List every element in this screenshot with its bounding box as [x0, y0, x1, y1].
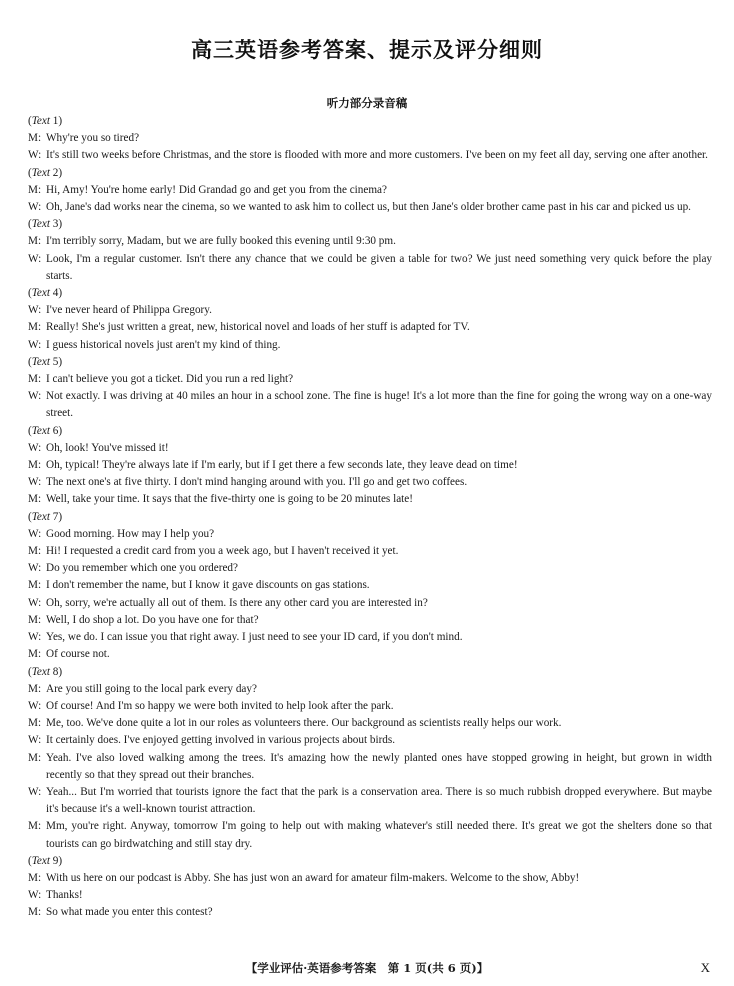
dialogue-line — [28, 715, 712, 732]
dialogue-line — [28, 251, 712, 285]
dialogue-text: Yeah. I've also loved walking among the trees. It's amazing how the newly planted ones have stopped growing in height, but grown in width recently so that they spread out their branches. — [46, 751, 712, 781]
dialogue-text: Yeah... But I'm worried that tourists ignore the fact that the park is a conservation area. There is so much rubbish dropped everywhere. But maybe it's because it's a well-known tourist attraction. — [46, 785, 712, 816]
speaker-label: M: — [28, 321, 42, 334]
speaker-label: M: — [28, 459, 42, 472]
text-marker-number: 7) — [49, 510, 63, 523]
dialogue-line — [28, 302, 712, 319]
dialogue-text: With us here on our podcast is Abby. She has just won an award for amateur film-makers. Welcome to the show, Abby! — [46, 871, 580, 884]
speaker-label: W: — [28, 699, 42, 712]
dialogue-line — [28, 388, 712, 422]
dialogue-line — [28, 371, 712, 388]
speaker-label: M: — [28, 132, 42, 145]
speaker-label: M: — [28, 751, 42, 764]
document-title: 高三英语参考答案、提示及评分细则 — [191, 38, 543, 62]
dialogue-line — [28, 147, 712, 164]
text-marker-word: Text — [31, 355, 50, 368]
dialogue-line — [28, 612, 712, 629]
text-marker-word: Text — [31, 166, 50, 179]
text-marker — [28, 423, 712, 440]
text-marker-word: Text — [31, 287, 50, 300]
text-marker-number: 9) — [49, 854, 63, 867]
dialogue-text: Oh, typical! They're always late if I'm early, but if I get there a few seconds late, they leave dead on time! — [46, 459, 518, 472]
dialogue-text: Oh, Jane's dad works near the cinema, so we wanted to ask him to collect us, but then Jane's older brother came past in his car and picked us up. — [46, 201, 691, 214]
corner-mark: X — [700, 960, 710, 975]
speaker-label: W: — [28, 252, 42, 265]
text-marker — [28, 165, 712, 182]
speaker-label: M: — [28, 906, 42, 919]
dialogue-line — [28, 543, 712, 560]
text-marker-open: ( — [28, 287, 32, 300]
text-marker-word: Text — [31, 218, 50, 231]
dialogue-text: Yes, we do. I can issue you that right away. I just need to see your ID card, if you don't mind. — [46, 631, 463, 644]
dialogue-line — [28, 130, 712, 147]
dialogue-line — [28, 681, 712, 698]
speaker-label: W: — [28, 441, 42, 454]
dialogue-text: I've never heard of Philippa Gregory. — [46, 304, 212, 317]
text-marker — [28, 113, 712, 130]
dialogue-text: Look, I'm a regular customer. Isn't there any chance that we could be given a table for two? We just need something very quick before the play starts. — [46, 252, 712, 282]
speaker-label: M: — [28, 183, 42, 196]
text-marker — [28, 216, 712, 233]
text-marker-number: 2) — [49, 166, 63, 179]
dialogue-line — [28, 577, 712, 594]
speaker-label: W: — [28, 149, 42, 162]
dialogue-text: The next one's at five thirty. I don't mind hanging around with you. I'll go and get two coffees. — [46, 476, 468, 489]
text-marker-open: ( — [28, 166, 32, 179]
speaker-label: W: — [28, 201, 42, 214]
dialogue-text: Of course! And I'm so happy we were both invited to help look after the park. — [46, 699, 394, 712]
speaker-label: W: — [28, 734, 42, 747]
dialogue-text: I'm terribly sorry, Madam, but we are fully booked this evening until 9:30 pm. — [46, 235, 396, 248]
dialogue-text: Well, I do shop a lot. Do you have one for that? — [46, 613, 259, 626]
text-marker-word: Text — [31, 665, 50, 678]
dialogue-text: It certainly does. I've enjoyed getting involved in various projects about birds. — [46, 734, 396, 747]
text-marker-number: 8) — [49, 665, 63, 678]
dialogue-text: Oh, look! You've missed it! — [46, 441, 169, 454]
text-marker-open: ( — [28, 424, 32, 437]
text-marker — [28, 853, 712, 870]
dialogue-line — [28, 319, 712, 336]
speaker-label: W: — [28, 596, 42, 609]
speaker-label: M: — [28, 648, 42, 661]
speaker-label: M: — [28, 682, 42, 695]
dialogue-line — [28, 440, 712, 457]
dialogue-text: Are you still going to the local park every day? — [46, 682, 257, 695]
text-marker-open: ( — [28, 218, 32, 231]
dialogue-line — [28, 182, 712, 199]
speaker-label: W: — [28, 631, 42, 644]
dialogue-line — [28, 526, 712, 543]
dialogue-line — [28, 233, 712, 250]
dialogue-line — [28, 784, 712, 818]
text-marker-number: 1) — [49, 115, 63, 127]
speaker-label: W: — [28, 527, 42, 540]
dialogue-text: Thanks! — [46, 889, 83, 902]
dialogue-text: Not exactly. I was driving at 40 miles an hour in a school zone. The fine is huge! It's a lot more than the fine for going the wrong way on a one-way street. — [46, 390, 712, 420]
text-marker — [28, 664, 712, 681]
speaker-label: M: — [28, 613, 42, 626]
dialogue-text: Mm, you're right. Anyway, tomorrow I'm going to help out with making whatever's still needed there. It's great we got the shelters done so that tourists can go birdwatching and still stay dry. — [46, 820, 712, 850]
dialogue-text: Hi! I requested a credit card from you a week ago, but I haven't received it yet. — [46, 545, 399, 558]
text-marker-number: 6) — [49, 424, 63, 437]
speaker-label: M: — [28, 579, 42, 592]
text-marker-word: Text — [31, 424, 50, 437]
speaker-label: W: — [28, 889, 42, 902]
speaker-label: M: — [28, 493, 42, 506]
dialogue-text: Why're you so tired? — [46, 132, 140, 145]
text-marker-word: Text — [31, 510, 50, 523]
dialogue-text: It's still two weeks before Christmas, and the store is flooded with more and more customers. I've been on my feet all day, serving one after another. — [46, 149, 708, 162]
dialogue-text: Well, take your time. It says that the five-thirty one is going to be 20 minutes late! — [46, 493, 413, 506]
dialogue-line — [28, 337, 712, 354]
dialogue-line — [28, 560, 712, 577]
speaker-label: M: — [28, 871, 42, 884]
dialogue-line — [28, 904, 712, 921]
dialogue-line — [28, 870, 712, 887]
page-footer: 【学业评估·英语参考答案 第 1 页(共 6 页)】 — [245, 961, 489, 975]
text-marker-open: ( — [28, 510, 32, 523]
text-marker-word: Text — [31, 854, 50, 867]
dialogue-text: Do you remember which one you ordered? — [46, 562, 238, 575]
transcript-body — [28, 113, 712, 922]
dialogue-line — [28, 474, 712, 491]
dialogue-line — [28, 629, 712, 646]
text-marker — [28, 354, 712, 371]
dialogue-line — [28, 750, 712, 784]
speaker-label: W: — [28, 562, 42, 575]
speaker-label: M: — [28, 235, 42, 248]
dialogue-line — [28, 818, 712, 852]
dialogue-line — [28, 491, 712, 508]
text-marker-open: ( — [28, 854, 32, 867]
dialogue-line — [28, 698, 712, 715]
dialogue-text: I guess historical novels just aren't my kind of thing. — [46, 338, 281, 351]
text-marker-open: ( — [28, 355, 32, 368]
dialogue-text: I don't remember the name, but I know it gave discounts on gas stations. — [46, 579, 370, 592]
text-marker-number: 3) — [49, 218, 63, 231]
speaker-label: M: — [28, 820, 42, 833]
dialogue-line — [28, 887, 712, 904]
text-marker-number: 4) — [49, 287, 63, 300]
dialogue-line — [28, 199, 712, 216]
dialogue-text: I can't believe you got a ticket. Did you run a red light? — [46, 373, 294, 386]
text-marker-number: 5) — [49, 355, 63, 368]
speaker-label: M: — [28, 717, 42, 730]
dialogue-text: Oh, sorry, we're actually all out of them. Is there any other card you are interested in? — [46, 596, 428, 609]
speaker-label: M: — [28, 373, 42, 386]
text-marker-open: ( — [28, 665, 32, 678]
dialogue-line — [28, 732, 712, 749]
dialogue-line — [28, 595, 712, 612]
text-marker-open: ( — [28, 115, 32, 127]
dialogue-text: Good morning. How may I help you? — [46, 527, 215, 540]
dialogue-line — [28, 457, 712, 474]
speaker-label: W: — [28, 390, 42, 403]
dialogue-text: Of course not. — [46, 648, 110, 661]
speaker-label: W: — [28, 304, 42, 317]
dialogue-line — [28, 646, 712, 663]
text-marker — [28, 285, 712, 302]
dialogue-text: So what made you enter this contest? — [46, 906, 213, 919]
dialogue-text: Really! She's just written a great, new, historical novel and loads of her stuff is adapted for TV. — [46, 321, 470, 334]
text-marker-word: Text — [31, 115, 50, 127]
dialogue-text: Me, too. We've done quite a lot in our roles as volunteers there. Our background as scientists really helps our work. — [46, 717, 562, 730]
speaker-label: W: — [28, 785, 42, 798]
speaker-label: M: — [28, 545, 42, 558]
text-marker — [28, 509, 712, 526]
dialogue-text: Hi, Amy! You're home early! Did Grandad go and get you from the cinema? — [46, 183, 387, 196]
speaker-label: W: — [28, 338, 42, 351]
speaker-label: W: — [28, 476, 42, 489]
section-heading: 听力部分录音稿 — [326, 96, 408, 110]
